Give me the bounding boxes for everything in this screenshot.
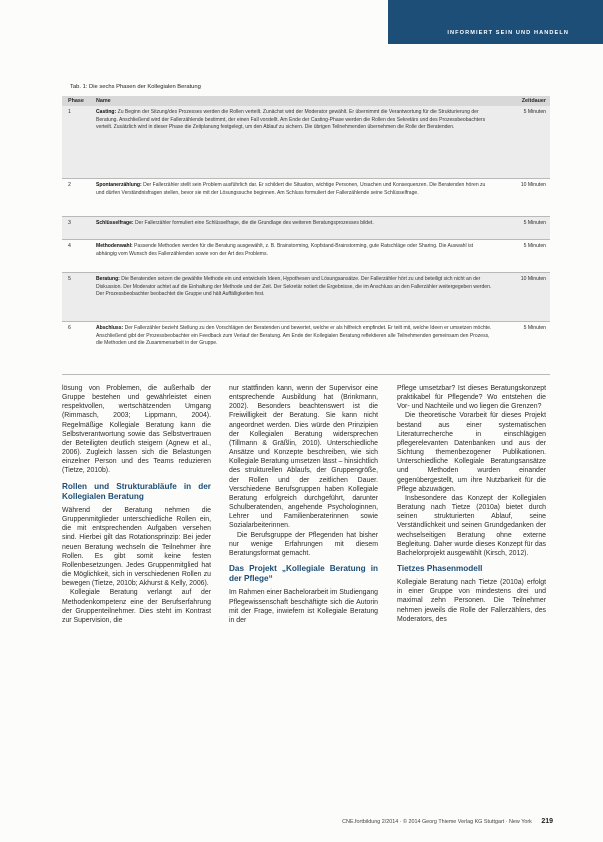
paragraph: Die theoretische Vorarbeit für dieses Projekt bestand aus einer systematischen Literaturrecherche in einschlägigen pflegerelevanten Datenbanken und aus der Sichtung themenbezogener Publikationen. Unterschiedliche Kollegiale Beratungsansätze und Methoden wurden einander gegenübergestellt, um ihre Nutzbarkeit für die Pflege abzuwägen. <box>397 412 546 493</box>
paragraph: nur stattfinden kann, wenn der Supervisor eine entsprechende Ausbildung hat (Brinkmann, 2002). Besonders beachtenswert ist die Freiwilligkeit der Beratung. Sie kann nicht angeordnet werden. Dies würde den Prinzipien der Kollegialen Beratung widersprechen (Tillmann & Gräßlin, 2010). Unterschiedliche Ansätze und Konzepte beschreiben, wie sich Kollegiale Beratung umsetzen lässt – hinsichtlich des strukturellen Ablaufs, der Gruppengröße, der Rollen und der zeitlichen Dauer. Verschiedene Berufsgruppen haben Kollegiale Beratung erfolgreich durchgeführt, darunter Schulberatenden, angehende Psychologinnen, Lehrer und Familienberaterinnen sowie Sozialarbeiterinnen. <box>229 385 378 530</box>
phase-number: 5 <box>68 276 71 282</box>
paragraph: lösung von Problemen, die außerhalb der Gruppe bestehen und gewährleistet einen respektvollen, wertschätzenden Umgang (Rimmasch, 2003; Lippmann, 2004). Regelmäßige Kollegiale Beratung kann die Selbstverantwortung sowie das Selbstvertrauen der Beteiligten deutlich steigern (Agnew et al., 2006). Zugleich lassen sich die Belastungen einzelner Person und des Teams reduzieren (Tietze, 2010b). <box>62 385 211 475</box>
page-footer <box>342 818 553 825</box>
header-duration: Zeitdauer <box>521 98 546 104</box>
phase-duration: 5 Minuten <box>523 109 546 115</box>
phase-description <box>96 220 492 228</box>
table-row <box>62 106 550 179</box>
phase-title: Casting: <box>96 109 117 115</box>
phase-number: 2 <box>68 182 71 188</box>
table-header-row <box>62 96 550 106</box>
banner-label: INFORMIERT SEIN UND HANDELN <box>447 30 569 36</box>
paragraph: Kollegiale Beratung verlangt auf der Methodenkompetenz eine der Berufserfahrung der Gruppenteilnehmer. Dies steht im Kontrast zur Supervision, die <box>62 589 211 624</box>
page-number: 219 <box>541 818 553 825</box>
phase-number: 4 <box>68 243 71 249</box>
section-heading: Rollen und Strukturabläufe in der Kollegialen Beratung <box>62 481 211 501</box>
phase-duration: 5 Minuten <box>523 325 546 331</box>
phase-duration: 10 Minuten <box>520 276 546 282</box>
phase-duration: 5 Minuten <box>523 243 546 249</box>
section-heading: Das Projekt „Kollegiale Beratung in der Pflege“ <box>229 563 378 584</box>
phase-title: Abschluss: <box>96 325 124 331</box>
section-heading: Tietzes Phasenmodell <box>397 563 483 573</box>
phase-title: Spontanerzählung: <box>96 182 142 188</box>
phase-duration: 5 Minuten <box>523 220 546 226</box>
phase-number: 1 <box>68 109 71 115</box>
table-row <box>62 179 550 217</box>
phase-number: 6 <box>68 325 71 331</box>
phase-description <box>96 325 492 348</box>
table-body <box>62 106 550 375</box>
paragraph: Die Berufsgruppe der Pflegenden hat bisher nur wenige Erfahrungen mit diesem Beratungsformat gemacht. <box>229 531 378 557</box>
table-row <box>62 217 550 240</box>
table-row <box>62 240 550 273</box>
phase-description <box>96 109 492 132</box>
phases-table <box>62 96 550 375</box>
phase-text: Die Beratenden setzen die gewählte Methode ein und entwickeln Ideen, Hypothesen und Lösungsansätze. Der Fallerzähler hört zu und beteiligt sich nicht an der Diskussion. Der Moderator achtet auf die Einhaltung der Methode und der Zeit. Der Sekretär notiert die Ergebnisse, die im Anschluss an den Fallerzähler weitergegeben werden. Der Prozessbeobachter beobachtet die Gruppe und hält Auffälligkeiten fest. <box>96 276 492 298</box>
table-caption: Tab. 1: Die sechs Phasen der Kollegialen Beratung <box>70 84 201 90</box>
phase-text: Der Fallerzähler stellt sein Problem ausführlich dar. Er schildert die Situation, wichtige Personen, Ursachen und Konsequenzen. Die Beratenden hören zu und dürfen Verständnisfragen stellen, bevor sie mit der Lösungssuche beginnen. Am Schluss formuliert der Fallerzählende seine Schlüsselfrage. <box>96 182 486 196</box>
phase-title: Beratung: <box>96 276 120 282</box>
phase-title: Schlüsselfrage: <box>96 220 134 226</box>
footer-citation: CNE.fortbildung 2/2014 · © 2014 Georg Thieme Verlag KG Stuttgart · New York <box>342 819 532 825</box>
paragraph: Insbesondere das Konzept der Kollegialen Beratung nach Tietze (2010a) bietet durch seinen strukturierten Ablauf, seine Verständlichkeit und seinen Grundgedanken der wechselseitigen Beratung ohne externe Begleitung. Daher wurde dieses Konzept für das Bachelorprojekt ausgewählt (Kirsch, 2012). <box>397 494 546 557</box>
phase-number: 3 <box>68 220 71 226</box>
table-row <box>62 322 550 375</box>
column-right <box>397 384 546 624</box>
phase-title: Methodenwahl: <box>96 243 133 249</box>
section-banner <box>388 0 603 44</box>
phase-duration: 10 Minuten <box>520 182 546 188</box>
paragraph: Pflege umsetzbar? Ist dieses Beratungskonzept praktikabel für Pflegende? Wo entstehen die Vor- und Nachteile und wo liegen die Grenzen? <box>397 385 546 411</box>
phase-text: Zu Beginn der Sitzung/des Prozesses werden die Rollen verteilt. Zunächst wird der Moderator gewählt. Er übernimmt die Verantwortung für die Strukturierung der Beratung. Anschließend wird der Fallerzählende bestimmt, der einen Fall vorstellt. Am Ende der Casting-Phase werden die Rollen des Sekretärs und des Prozessbeobachters verteilt. Zusätzlich wird in dieser Phase die Zeitplanung festgelegt, um den Ablauf zu sichern. Die übrigen Teilnehmenden übernehmen die Rolle der Beratenden. <box>96 109 486 131</box>
phase-description <box>96 276 492 299</box>
column-middle <box>229 384 378 625</box>
header-name: Name <box>96 98 111 104</box>
table-row <box>62 273 550 322</box>
paragraph: Im Rahmen einer Bachelorarbeit im Studiengang Pflegewissenschaft beschäftigte sich die Autorin mit der Frage, inwiefern ist Kollegiale Beratung in der <box>229 589 378 624</box>
paragraph: Kollegiale Beratung nach Tietze (2010a) erfolgt in einer Gruppe von mindestens drei und maximal zehn Personen. Die Teilnehmer nehmen jeweils die Rolle der Fallerzählers, des Moderators, des <box>397 579 546 623</box>
phase-text: Der Fallerzähler formuliert eine Schlüsselfrage, die die Grundlage des weiteren Beratungsprozesses bildet. <box>135 220 374 226</box>
column-left <box>62 384 211 625</box>
phase-description <box>96 182 492 197</box>
phase-text: Der Fallerzähler bezieht Stellung zu den Vorschlägen der Beratenden und bewertet, welche er als hilfreich empfindet. Er teilt mit, welche Ideen er umsetzen möchte. Anschließend gibt der Prozessbeobachter ein Feedback zum Verlauf der Beratung. Am Ende der Kollegialen Beratung reflektieren alle Teilnehmenden gemeinsam den Prozess, die Methoden und die Zusammenarbeit in der Gruppe. <box>96 325 492 347</box>
paragraph: Während der Beratung nehmen die Gruppenmitglieder unterschiedliche Rollen ein, die mit entsprechenden Aufgaben versehen sind. Hierbei gilt das Rotationsprinzip: Bei jeder neuen Beratung wechseln die Teilnehmer ihre Rollen. Es gibt somit keine festen Rollenbesetzungen. Jedes Gruppenmitglied hat die Möglichkeit, sich in verschiedenen Rollen zu bewegen (Tietze, 2010b; Akhurst & Kelly, 2006). <box>62 506 211 588</box>
phase-description <box>96 243 492 258</box>
header-phase: Phase <box>68 98 84 104</box>
phase-text: Passende Methoden werden für die Beratung ausgewählt, z. B. Brainstorming, Kopfstand-Brainstorming, gute Ratschläge oder Sharing. Die Auswahl ist abhängig vom Wunsch des Fallerzählenden sowie von der Art des Problems. <box>96 243 474 257</box>
